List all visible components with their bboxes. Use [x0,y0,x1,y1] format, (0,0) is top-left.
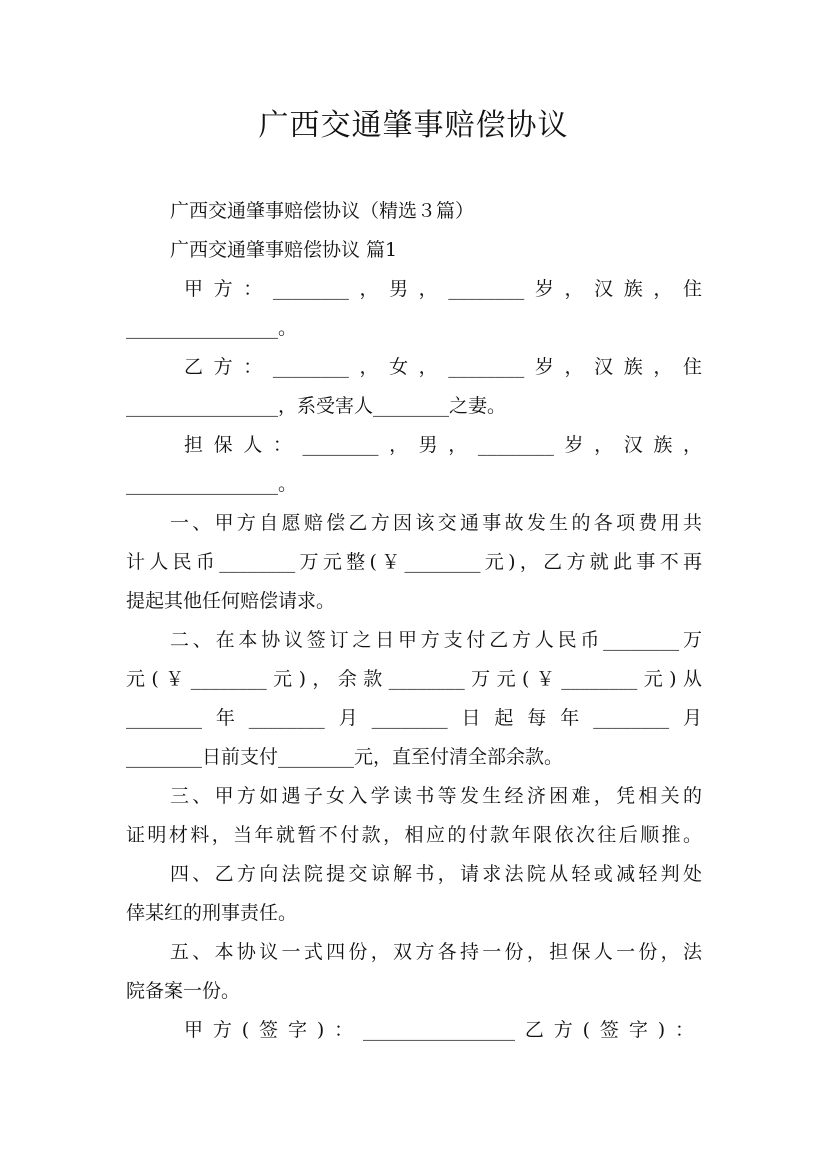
clause-4: 四、乙方向法院提交谅解书，请求法院从轻或减轻判处 [170,863,702,885]
party-b-address: ________________，系受害人________之妻。 [126,395,507,417]
clause-2-cont-2: ________年________月________日起每年________月 [126,707,702,729]
clause-2: 二、在本协议签订之日甲方支付乙方人民币________万 [170,629,702,651]
guarantor-line: 担保人：________，男，________岁，汉族， [184,434,702,456]
document-title: 广西交通肇事赔偿协议 [258,108,569,143]
clause-2-end: ________日前支付________元，直至付清全部余款。 [126,746,564,768]
clause-5: 五、本协议一式四份，双方各持一份，担保人一份，法 [170,941,702,963]
guarantor-address: ________________。 [126,473,298,495]
clause-1-end: 提起其他任何赔偿请求。 [126,590,336,612]
clause-1: 一、甲方自愿赔偿乙方因该交通事故发生的各项费用共 [170,512,702,534]
clause-4-end: 倖某红的刑事责任。 [126,902,298,924]
clause-3: 三、甲方如遇子女入学读书等发生经济困难，凭相关的 [170,785,702,807]
section-heading: 广西交通肇事赔偿协议 篇1 [170,239,398,261]
party-a-address: ________________。 [126,317,298,339]
clause-1-cont: 计人民币________万元整(￥________元)，乙方就此事不再 [126,551,702,573]
clause-2-cont: 元(￥________元)，余款________万元(￥________元)从 [126,668,702,690]
party-b-line: 乙方：________，女，________岁，汉族，住 [184,356,702,378]
clause-5-end: 院备案一份。 [126,980,241,1002]
subtitle: 广西交通肇事赔偿协议（精选３篇） [170,200,475,222]
signature-line: 甲方(签字)：________________乙方(签字)： [184,1019,694,1041]
party-a-line: 甲方：________，男，________岁，汉族，住 [184,278,702,300]
clause-3-end: 证明材料，当年就暂不付款，相应的付款年限依次往后顺推。 [126,824,702,846]
